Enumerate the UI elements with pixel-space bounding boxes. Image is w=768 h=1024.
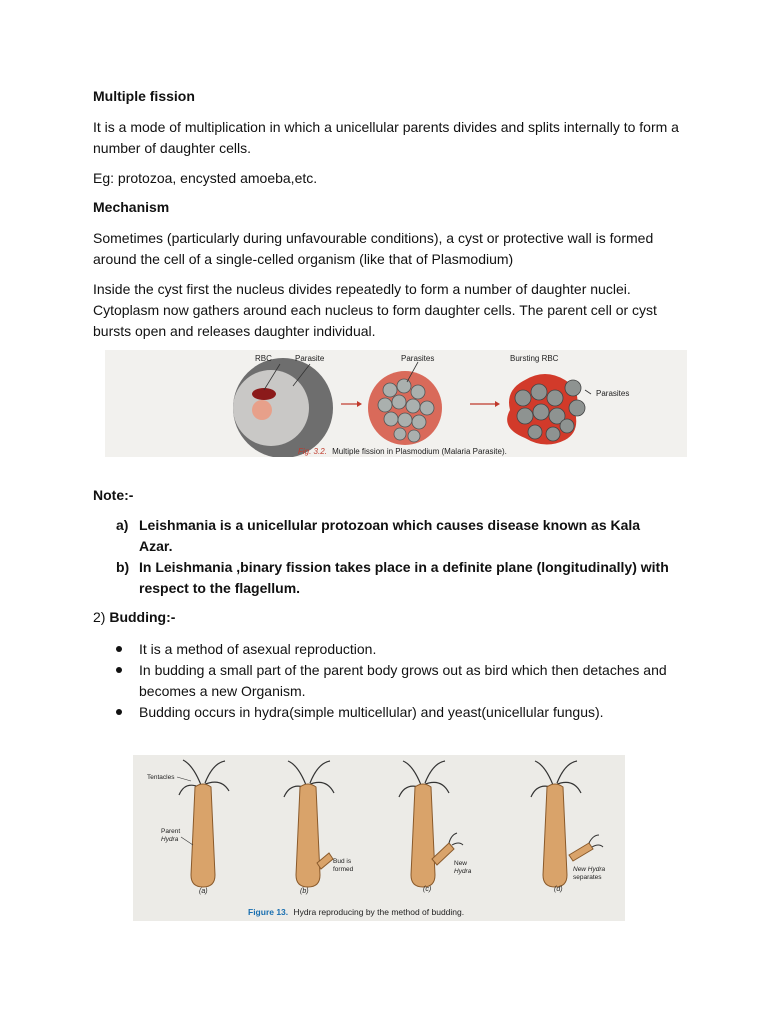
multiple-fission-heading: Multiple fission	[93, 88, 195, 104]
mechanism-paragraph-2: Inside the cyst first the nucleus divides repeatedly to form a number of daughter nuclei. Cytoplasm now gathers around each nucleus to form daughter cells. The parent cell or cyst bursts open and releases daughter individual.	[93, 281, 657, 339]
sublabel-d: (d)	[554, 886, 563, 893]
budding-bullet	[116, 660, 676, 702]
label-parent-hydra: Hydra	[161, 836, 179, 843]
plasmodium-figure	[105, 350, 687, 457]
note-heading: Note:-	[93, 487, 134, 503]
label-bursting-rbc: Bursting RBC	[510, 354, 559, 363]
note-item-label: a)	[116, 517, 129, 533]
budding-bullet	[116, 639, 676, 660]
budding-heading: Budding:-	[109, 609, 176, 625]
label-parasite: Parasite	[295, 354, 325, 363]
bullet-dot	[116, 646, 122, 652]
label-new: New	[454, 860, 468, 867]
figure1-caption-text: Multiple fission in Plasmodium (Malaria Parasite).	[332, 447, 507, 456]
note-item	[116, 515, 676, 557]
label-separates: separates	[573, 874, 602, 881]
figure2-caption	[248, 907, 464, 917]
budding-bullet-text: It is a method of asexual reproduction.	[139, 641, 377, 657]
bullet-dot	[116, 667, 122, 673]
sublabel-a: (a)	[199, 888, 208, 895]
plasmodium-diagram	[105, 350, 687, 457]
multiple-fission-example: Eg: protozoa, encysted amoeba,etc.	[93, 170, 318, 186]
multiple-fission-definition: It is a mode of multiplication in which a unicellular parents divides and splits internally to form a number of daughter cells.	[93, 119, 679, 156]
note-item-label: b)	[116, 559, 130, 575]
label-parent: Parent	[161, 828, 181, 835]
parasite-cell	[252, 400, 272, 420]
label-formed: formed	[333, 866, 354, 873]
note-item	[116, 557, 676, 599]
note-item-text: In Leishmania ,binary fission takes place in a definite plane (longitudinally) with respect to the flagellum.	[139, 559, 669, 596]
label-new-hydra: Hydra	[454, 868, 472, 875]
label-new-hydra-2: New Hydra	[573, 866, 606, 873]
budding-bullet-text: Budding occurs in hydra(simple multicellular) and yeast(unicellular fungus).	[139, 704, 604, 720]
bullet-dot	[116, 709, 122, 715]
hydra-figure	[133, 755, 625, 921]
label-parasites: Parasites	[401, 354, 435, 363]
mechanism-paragraph-1: Sometimes (particularly during unfavourable conditions), a cyst or protective wall is formed around the cell of a single-celled organism (like that of Plasmodium)	[93, 230, 654, 267]
label-rbc: RBC	[255, 354, 272, 363]
figure2-caption-text: Hydra reproducing by the method of budding.	[293, 907, 465, 917]
mechanism-heading: Mechanism	[93, 199, 170, 215]
label-tentacles: Tentacles	[147, 774, 175, 781]
sublabel-c: (c)	[423, 886, 432, 893]
hydra-diagram	[133, 755, 625, 921]
label-bud-is: Bud is	[333, 858, 352, 865]
label-parasites-right: Parasites	[596, 389, 630, 398]
figure1-caption-number: Fig. 3.2.	[298, 447, 327, 456]
note-item-text: Leishmania is a unicellular protozoan which causes disease known as Kala Azar.	[139, 517, 641, 554]
budding-bullet	[116, 702, 676, 723]
budding-heading-line	[93, 607, 683, 628]
figure2-caption-number: Figure 13.	[248, 907, 289, 917]
budding-number: 2)	[93, 609, 106, 625]
budding-bullet-text: In budding a small part of the parent body grows out as bird which then detaches and becomes a new Organism.	[139, 662, 667, 699]
sublabel-b: (b)	[300, 888, 309, 895]
